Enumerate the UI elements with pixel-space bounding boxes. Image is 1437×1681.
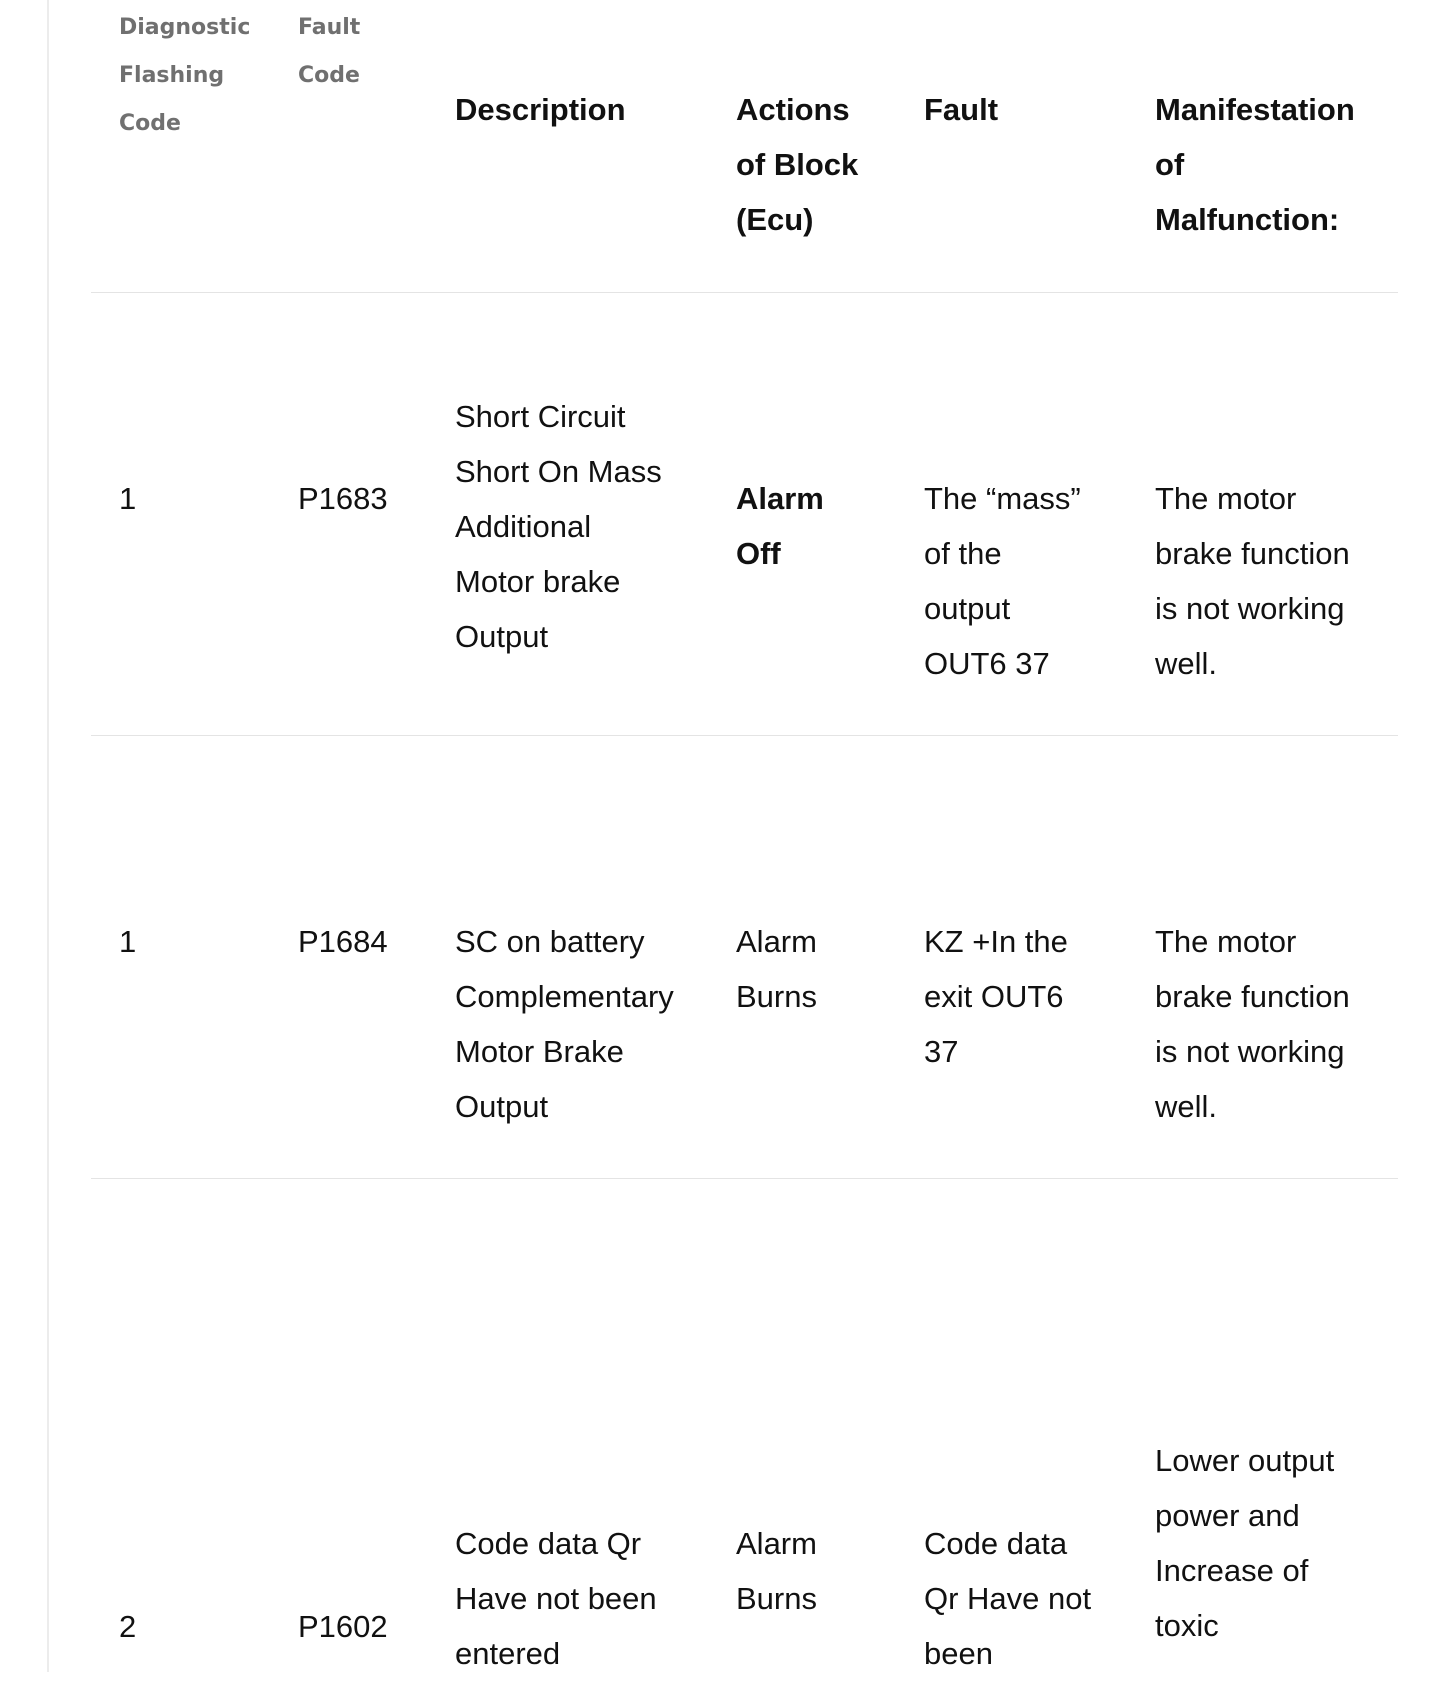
- cell-description: Short Circuit Short On Mass Additional Motor brake Output: [455, 399, 662, 654]
- cell-actions: Alarm Burns: [736, 1526, 817, 1616]
- cell-flashing-code: 2: [119, 1609, 137, 1644]
- cell-actions: Alarm Off: [736, 481, 824, 571]
- cell-description: SC on battery Complementary Motor Brake Output: [455, 924, 674, 1124]
- cell-manifestation: Lower output power and Increase of toxic: [1155, 1443, 1335, 1643]
- fault-code-table: [91, 0, 1398, 1673]
- cell-flashing-code: 1: [119, 924, 137, 959]
- header-fault-code: Fault Code: [298, 15, 361, 88]
- table-row: [91, 293, 1398, 736]
- header-manifestation-of-malfunction: Manifestation of Malfunction:: [1155, 92, 1355, 237]
- cell-fault-code: P1602: [298, 1609, 388, 1644]
- cell-manifestation: The motor brake function is not working well.: [1155, 924, 1350, 1124]
- cell-actions: Alarm Burns: [736, 924, 817, 1014]
- cell-description: Code data Qr Have not been entered: [455, 1526, 657, 1671]
- cell-manifestation: The motor brake function is not working well.: [1155, 481, 1350, 681]
- table-header-row: [91, 0, 1398, 293]
- table-row: [91, 736, 1398, 1179]
- header-diagnostic-flashing-code: Diagnostic Flashing Code: [119, 15, 251, 136]
- cell-fault: Code data Qr Have not been: [924, 1526, 1092, 1671]
- page-left-border: [47, 0, 49, 1672]
- cell-fault-code: P1684: [298, 924, 388, 959]
- cell-fault: KZ +In the exit OUT6 37: [924, 924, 1068, 1069]
- cell-fault: The “mass” of the output OUT6 37: [924, 481, 1081, 681]
- header-fault: Fault: [924, 92, 999, 127]
- cell-fault-code: P1683: [298, 481, 388, 516]
- header-description: Description: [455, 92, 626, 127]
- header-actions-of-block: Actions of Block (Ecu): [736, 92, 859, 237]
- cell-flashing-code: 1: [119, 481, 137, 516]
- table-row: [91, 1179, 1398, 1673]
